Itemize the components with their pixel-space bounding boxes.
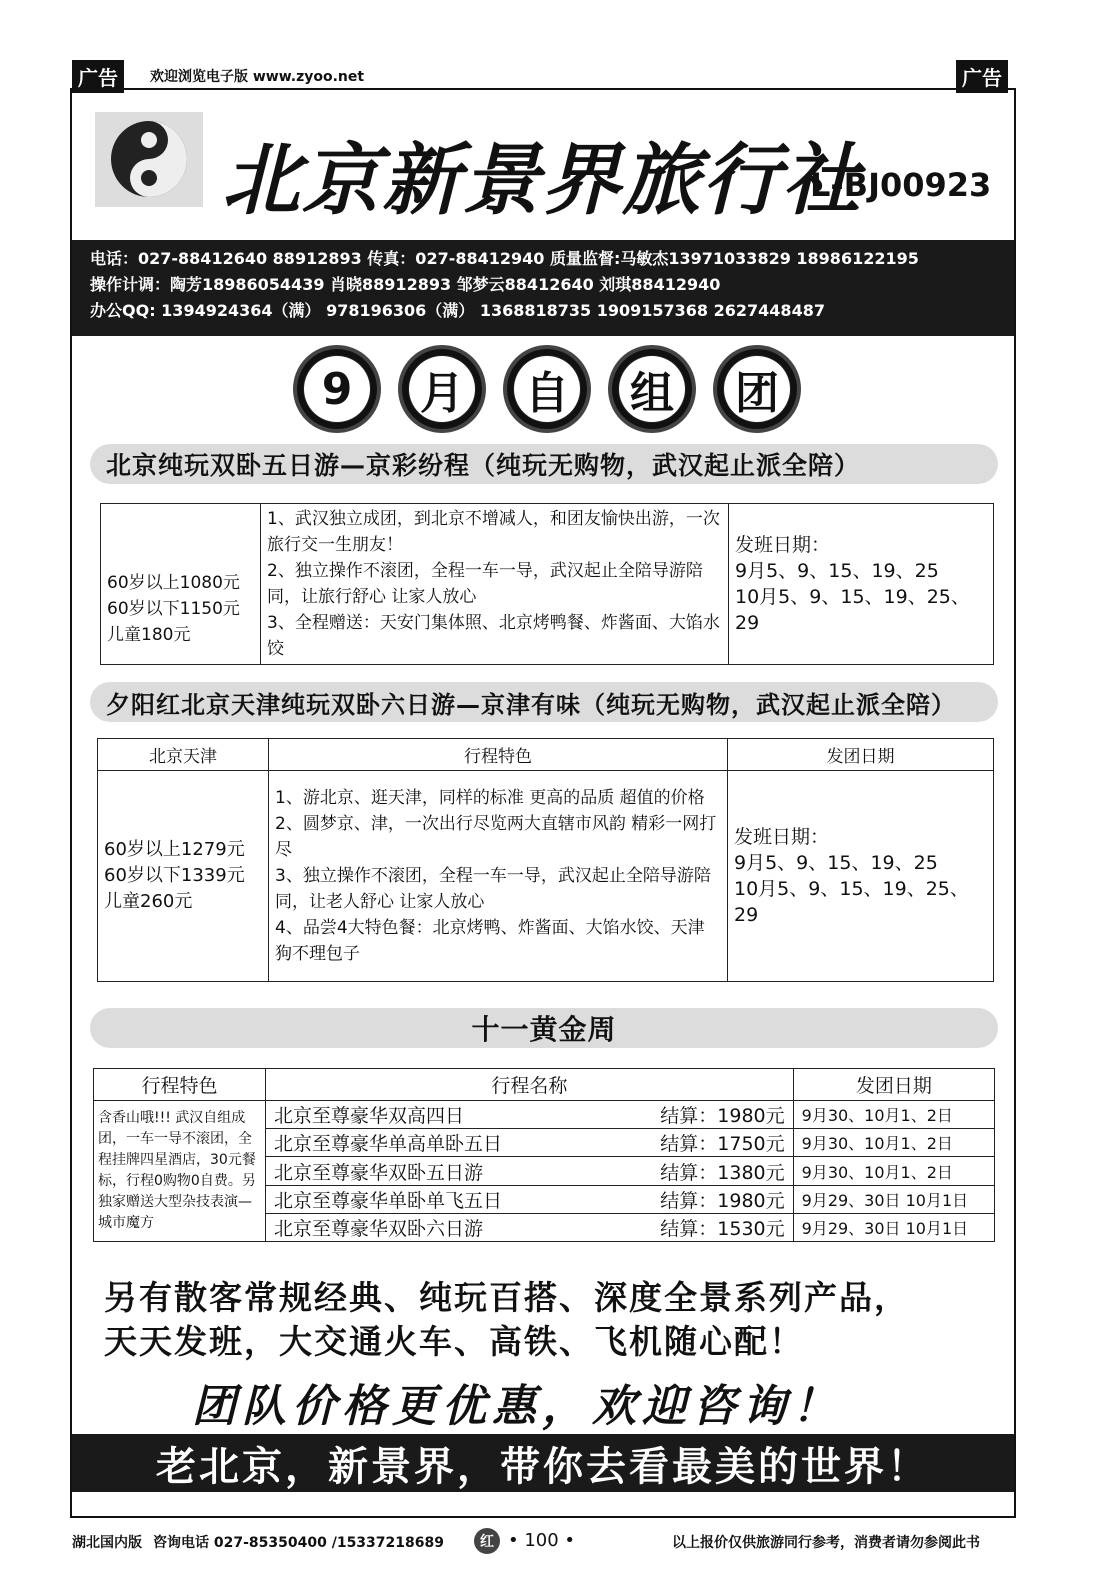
- col-header: 行程特色: [94, 1069, 266, 1101]
- ad-label-right: 广告: [956, 60, 1008, 93]
- route-name: 北京至尊豪华单高单卧五日: [266, 1129, 604, 1157]
- title-char: 组: [619, 356, 685, 422]
- section2-table: [97, 738, 994, 982]
- title-circle-2: [398, 345, 486, 433]
- title-char: 团: [724, 356, 790, 422]
- route-date: 9月30、10月1、2日: [793, 1101, 994, 1129]
- promo-line-2: 天天发班，大交通火车、高铁、飞机随心配！: [104, 1322, 804, 1361]
- promo-line-1: 另有散客常规经典、纯玩百搭、深度全景系列产品，: [104, 1278, 909, 1317]
- feature-line: 4、品尝4大特色餐：北京烤鸭、炸酱面、大馅水饺、天津狗不理包子: [275, 918, 705, 964]
- price-line: 60岁以上1080元: [107, 573, 240, 593]
- route-price: 结算：1530元: [603, 1213, 793, 1241]
- price-line: 60岁以下1339元: [104, 865, 245, 886]
- section1-table: [100, 503, 994, 665]
- route-date: 9月30、10月1、2日: [793, 1157, 994, 1185]
- route-date: 9月30、10月1、2日: [793, 1129, 994, 1157]
- route-price: 结算：1980元: [603, 1185, 793, 1213]
- promo-line-3: 团队价格更优惠，欢迎咨询！: [192, 1381, 842, 1432]
- footer-disclaimer: 以上报价仅供旅游同行参考，消费者请勿参阅此书: [672, 1535, 980, 1551]
- date-line: 9月5、9、15、19、25: [734, 852, 938, 874]
- welcome-text: 欢迎浏览电子版 www.zyoo.net: [150, 69, 365, 85]
- contact-block: [72, 240, 1014, 336]
- route-price: 结算：1750元: [603, 1129, 793, 1157]
- title-char: 9: [304, 356, 370, 422]
- brand-name: 北京新景界旅行社: [222, 135, 863, 226]
- date-line: 9月5、9、15、19、25: [735, 560, 939, 582]
- section1-feature-cell: [261, 504, 729, 665]
- route-name: 北京至尊豪华双卧五日游: [266, 1157, 604, 1185]
- edition-badge-icon: 红: [474, 1528, 500, 1554]
- title-circle-1: [293, 345, 381, 433]
- taiji-logo-icon: [95, 112, 203, 207]
- license-number: L-BJ00923: [810, 166, 992, 204]
- feature-line: 3、全程赠送：天安门集体照、北京烤鸭餐、炸酱面、大馅水饺: [267, 613, 720, 659]
- ad-label-left: 广告: [72, 60, 124, 93]
- title-circle-5: [713, 345, 801, 433]
- title-circle-4: [608, 345, 696, 433]
- col-header: 发团日期: [728, 739, 994, 771]
- route-price: 结算：1380元: [603, 1157, 793, 1185]
- route-name: 北京至尊豪华单卧单飞五日: [266, 1185, 604, 1213]
- page-number: • 100 •: [508, 1530, 576, 1551]
- section2-date-cell: [728, 771, 994, 982]
- col-header: 行程名称: [266, 1069, 794, 1101]
- section2-title: 夕阳红北京天津纯玩双卧六日游—京津有味（纯玩无购物，武汉起止派全陪）: [90, 682, 998, 722]
- route-price: 结算：1980元: [603, 1101, 793, 1129]
- date-line: 10月5、9、15、19、25、29: [735, 586, 970, 634]
- logo: [95, 112, 203, 207]
- section2-feature-cell: [269, 771, 728, 982]
- dates-label: 发班日期：: [734, 826, 830, 848]
- section1-date-cell: [729, 504, 994, 665]
- dates-label: 发班日期：: [735, 534, 831, 556]
- col-header: 行程特色: [269, 739, 728, 771]
- route-name: 北京至尊豪华双高四日: [266, 1101, 604, 1129]
- contact-phone: 电话：027-88412640 88912893 传真：027-88412940 质量监督:马敏杰13971033829 18986122195: [90, 249, 919, 268]
- feature-line: 1、武汉独立成团，到北京不增减人，和团友愉快出游，一次旅行交一生朋友！: [267, 509, 720, 555]
- price-line: 60岁以上1279元: [104, 839, 245, 860]
- col-header: 发团日期: [793, 1069, 994, 1101]
- footer-hotline: 咨询电话 027-85350400 /15337218689: [153, 1535, 444, 1551]
- section1-price-cell: [101, 504, 261, 665]
- section3-title: 十一黄金周: [90, 1008, 998, 1048]
- contact-qq: 办公QQ: 1394924364（满） 978196306（满） 1368818735 1909157368 2627448487: [90, 301, 825, 320]
- price-line: 60岁以下1150元: [107, 599, 240, 619]
- price-line: 儿童180元: [107, 625, 191, 645]
- date-line: 10月5、9、15、19、25、29: [734, 878, 969, 926]
- feature-line: 2、圆梦京、津，一次出行尽览两大直辖市风韵 精彩一网打尽: [275, 814, 717, 860]
- title-circle-3: [503, 345, 591, 433]
- price-line: 儿童260元: [104, 891, 193, 912]
- contact-operators: 操作计调：陶芳18986054439 肖晓88912893 邹梦云88412640 刘琪88412940: [90, 275, 721, 294]
- title-char: 自: [514, 356, 580, 422]
- section2-price-cell: [98, 771, 269, 982]
- title-char: 月: [409, 356, 475, 422]
- route-date: 9月29、30日 10月1日: [793, 1213, 994, 1241]
- footer-edition: 湖北国内版: [72, 1535, 142, 1551]
- section3-feature-cell: 含香山哦!!! 武汉自组成团，一车一导不滚团，全程挂牌四星酒店，30元餐标，行程0购物0自费。另独家赠送大型杂技表演—城市魔方: [94, 1101, 266, 1242]
- route-date: 9月29、30日 10月1日: [793, 1185, 994, 1213]
- feature-line: 2、独立操作不滚团，全程一车一导，武汉起止全陪导游陪同，让旅行舒心 让家人放心: [267, 561, 703, 607]
- route-name: 北京至尊豪华双卧六日游: [266, 1213, 604, 1241]
- section3-table: [93, 1068, 995, 1242]
- col-header: 北京天津: [98, 739, 269, 771]
- feature-line: 1、游北京、逛天津，同样的标准 更高的品质 超值的价格: [275, 788, 705, 808]
- section1-title: 北京纯玩双卧五日游—京彩纷程（纯玩无购物，武汉起止派全陪）: [90, 444, 998, 484]
- feature-line: 3、独立操作不滚团，全程一车一导，武汉起止全陪导游陪同，让老人舒心 让家人放心: [275, 866, 711, 912]
- slogan-bar: 老北京，新景界，带你去看最美的世界！: [72, 1434, 1014, 1492]
